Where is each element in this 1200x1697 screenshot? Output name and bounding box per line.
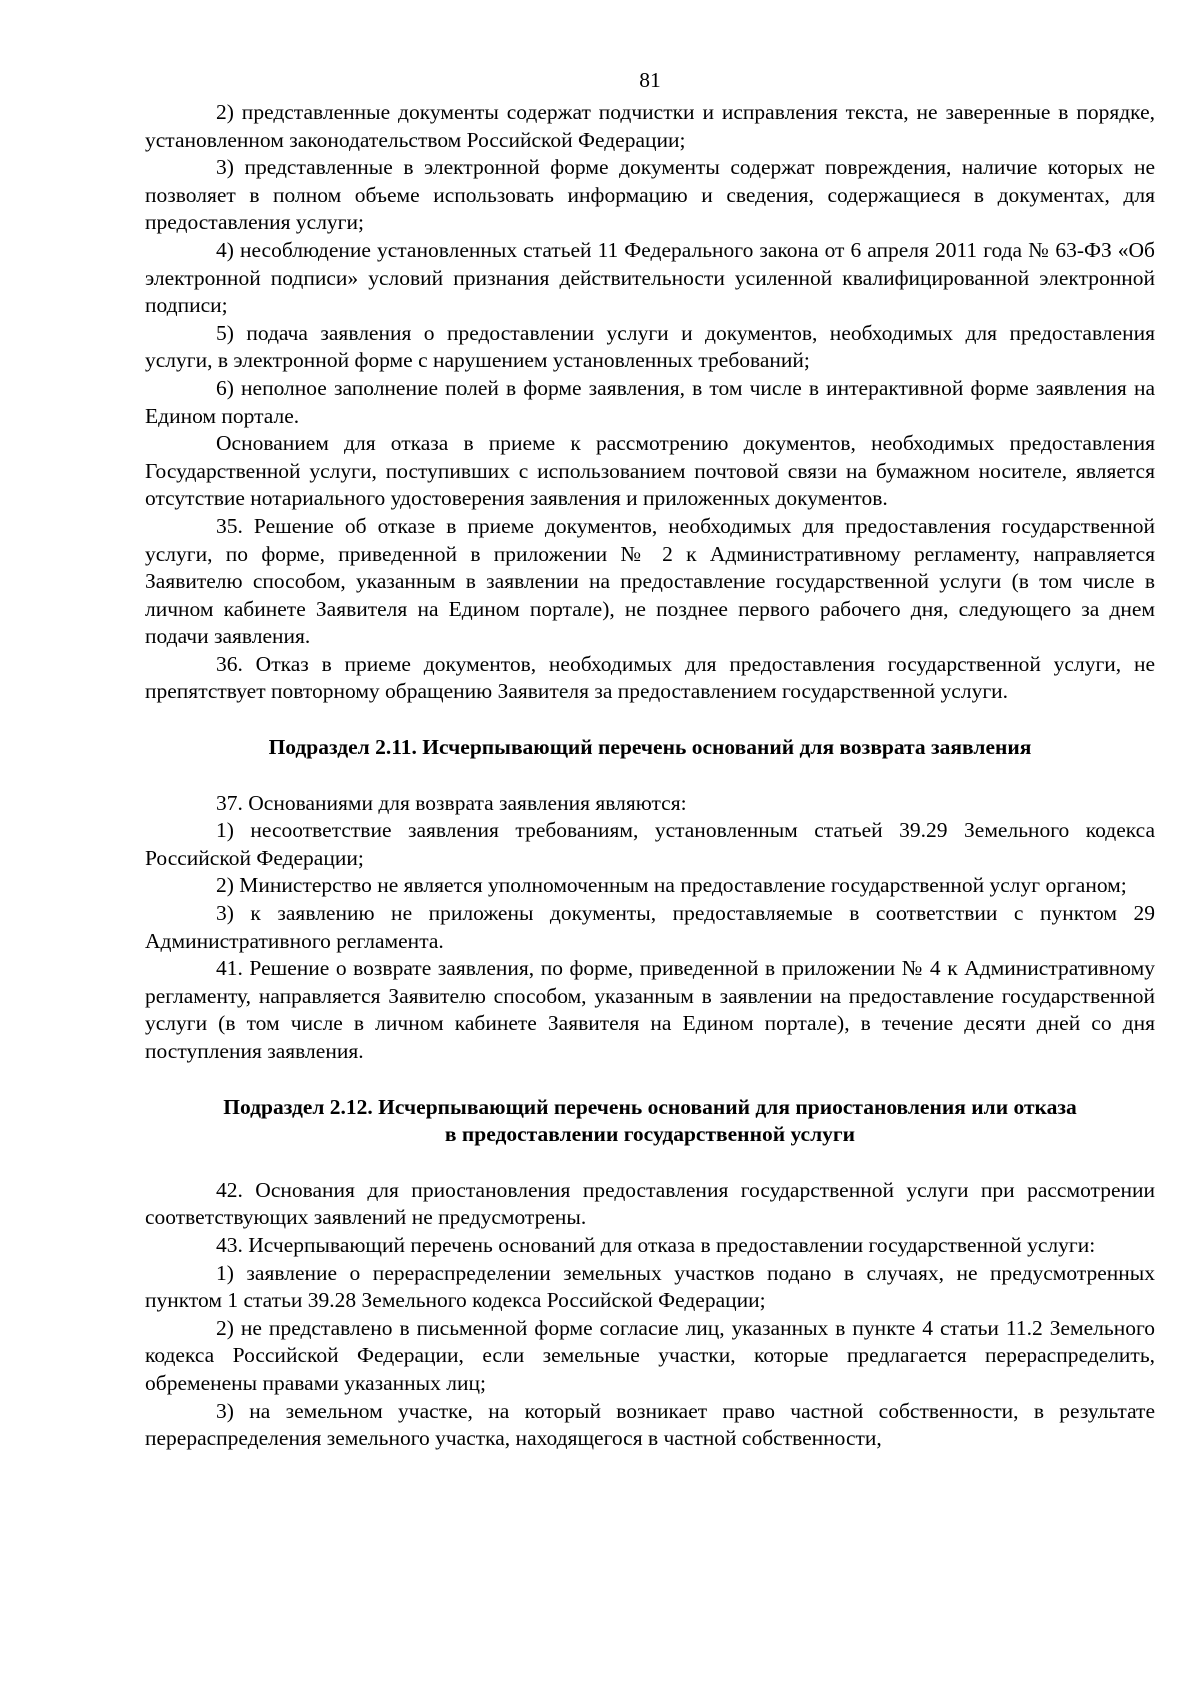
paragraph: 36. Отказ в приеме документов, необходимых для предоставления государственной услуги, не препятствует повторному обращению Заявителя за предоставлением государственной услуги. [145, 651, 1155, 704]
paragraph: 2) не представлено в письменной форме согласие лиц, указанных в пункте 4 статьи 11.2 Земельного кодекса Российской Федерации, если земельные участки, которые предлагается перераспределить, обременены правами указанных лиц; [145, 1315, 1155, 1395]
section-heading-2-12 [145, 1094, 1155, 1149]
heading-line: в предоставлении государственной услуги [444, 1122, 856, 1147]
paragraph: 41. Решение о возврате заявления, по форме, приведенной в приложении № 4 к Административному регламенту, направляется Заявителю способом, указанным в заявлении на предоставление государственной услуги (в том числе в личном кабинете Заявителя на Едином портале), в течение десяти дней со дня поступления заявления. [145, 956, 1155, 1063]
paragraph: 6) неполное заполнение полей в форме заявления, в том числе в интерактивной форме заявления на Едином портале. [145, 375, 1155, 428]
page-number: 81 [639, 68, 661, 92]
paragraph: 35. Решение об отказе в приеме документов, необходимых для предоставления государственной услуги, по форме, приведенной в приложении № 2 к Административному регламенту, направляется Заявителю способом, указанным в заявлении на предоставление государственной услуги (в том числе в личном кабинете Заявителя на Едином портале), не позднее первого рабочего дня, следующего за днем подачи заявления. [145, 513, 1155, 649]
text-block-2 [145, 790, 1155, 1066]
paragraph: 3) на земельном участке, на который возникает право частной собственности, в результате перераспределения земельного участка, находящегося в частной собственности, [145, 1398, 1155, 1451]
paragraph: 2) Министерство не является уполномоченным на предоставление государственной услуг органом; [216, 873, 1127, 898]
section-heading-2-11 [145, 734, 1155, 762]
paragraph: 43. Исчерпывающий перечень оснований для отказа в предоставлении государственной услуги: [216, 1232, 1096, 1257]
text-block-3 [145, 1177, 1155, 1453]
paragraph: 1) заявление о перераспределении земельных участков подано в случаях, не предусмотренных пунктом 1 статьи 39.28 Земельного кодекса Российской Федерации; [145, 1260, 1155, 1313]
heading-line: Подраздел 2.12. Исчерпывающий перечень оснований для приостановления или отказа [223, 1094, 1077, 1119]
paragraph: 4) несоблюдение установленных статьей 11 Федерального закона от 6 апреля 2011 года № 63-ФЗ «Об электронной подписи» условий признания действительности усиленной квалифицированной электронной подписи; [145, 237, 1155, 318]
paragraph: 42. Основания для приостановления предоставления государственной услуги при рассмотрении соответствующих заявлений не предусмотрены. [145, 1177, 1155, 1230]
paragraph: 2) представленные документы содержат подчистки и исправления текста, не заверенные в порядке, установленном законодательством Российской Федерации; [145, 100, 1155, 152]
paragraph: 3) к заявлению не приложены документы, предоставляемые в соответствии с пунктом 29 Административного регламента. [145, 901, 1155, 953]
paragraph: Основанием для отказа в приеме к рассмотрению документов, необходимых предоставления Государственной услуги, поступивших с использованием почтовой связи на бумажном носителе, является отсутствие нотариального удостоверения заявления и приложенных документов. [145, 431, 1155, 511]
paragraph: 1) несоответствие заявления требованиям, установленным статьей 39.29 Земельного кодекса Российской Федерации; [145, 818, 1155, 870]
paragraph: 3) представленные в электронной форме документы содержат повреждения, наличие которых не позволяет в полном объеме использовать информацию и сведения, содержащиеся в документах, для предоставления услуги; [145, 155, 1155, 235]
paragraph: 5) подача заявления о предоставлении услуги и документов, необходимых для предоставления услуги, в электронной форме с нарушением установленных требований; [145, 320, 1155, 373]
text-block-1 [145, 99, 1155, 706]
heading-line: Подраздел 2.11. Исчерпывающий перечень оснований для возврата заявления [268, 735, 1032, 760]
paragraph: 37. Основаниями для возврата заявления являются: [216, 790, 687, 815]
document-page [145, 66, 1155, 1453]
